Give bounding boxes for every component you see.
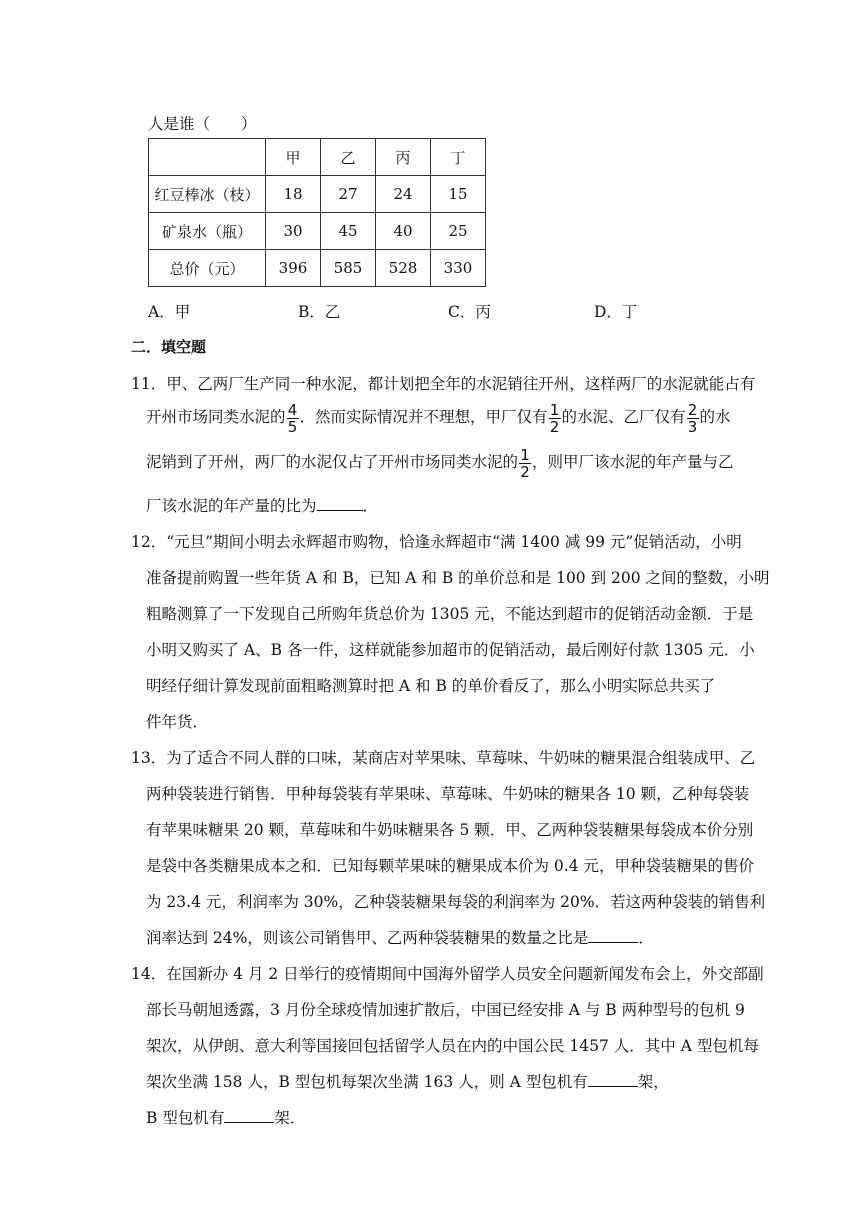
- question-text: 架次，从伊朗、意大利等国接回包括留学人员在内的中国公民 1457 人．其中 A 型包机每: [146, 1037, 759, 1055]
- question-text: 粗略测算了一下发现自己所购年货总价为 1305 元，不能达到超市的促销活动金额．于是: [146, 605, 754, 623]
- answer-blank[interactable]: [224, 1108, 274, 1123]
- question-11-line-3: [146, 442, 734, 482]
- question-text: ，则甲厂该水泥的年产量与乙: [532, 453, 734, 471]
- question-text: 件年货．: [146, 713, 209, 731]
- question-13-last-line: [146, 926, 654, 948]
- fraction-numerator: 4: [287, 400, 298, 419]
- question-text: 部长马朝旭透露，3 月份全球疫情加速扩散后，中国已经安排 A 与 B 两种型号的包机 9: [146, 1001, 745, 1019]
- question-text: 开州市场同类水泥的: [146, 408, 286, 426]
- table-cell: 15: [431, 176, 486, 213]
- answer-blank[interactable]: [588, 1072, 638, 1087]
- question-text: 润率达到 24%，则该公司销售甲、乙两种袋装糖果的数量之比是: [146, 929, 589, 947]
- table-cell: 红豆棒冰（枝）: [149, 176, 266, 213]
- question-12: [131, 530, 742, 552]
- table-cell: 甲: [266, 139, 321, 176]
- fraction-denominator: 2: [549, 417, 560, 436]
- table-cell: 18: [266, 176, 321, 213]
- question-text: 架次坐满 158 人，B 型包机每架次坐满 163 人，则 A 型包机有: [146, 1073, 588, 1091]
- question-11-line-2: [146, 397, 731, 437]
- question-14: [131, 962, 764, 984]
- question-13: [131, 746, 755, 768]
- option-d: D．丁: [594, 303, 638, 321]
- question-10-tail: 人是谁（ ）: [148, 115, 257, 133]
- table-cell: 30: [266, 213, 321, 250]
- fraction-denominator: 3: [687, 417, 698, 436]
- fraction: [549, 402, 561, 435]
- question-number: 11．: [131, 375, 167, 393]
- question-text: 泥销到了开州，两厂的水泥仅占了开州市场同类水泥的: [146, 453, 519, 471]
- table-cell: 25: [431, 213, 486, 250]
- question-text: 的水: [699, 408, 731, 426]
- table-row: [149, 176, 486, 213]
- table-cell: 585: [321, 250, 376, 287]
- question-number: 14．: [131, 965, 167, 983]
- question-text: ．然而实际情况并不理想，甲厂仅有: [299, 408, 548, 426]
- table-cell: 396: [266, 250, 321, 287]
- question-text: 有苹果味糖果 20 颗，草莓味和牛奶味糖果各 5 颗．甲、乙两种袋装糖果每袋成本价分别: [146, 821, 754, 839]
- question-text: 为 23.4 元，利润率为 30%，乙种袋装糖果每袋的利润率为 20%．若这两种袋装的销售利: [146, 893, 766, 911]
- table-cell: 乙: [321, 139, 376, 176]
- question-text: 准备提前购置一些年货 A 和 B，已知 A 和 B 的单价总和是 100 到 200 之间的整数，小明: [146, 569, 770, 587]
- question-11: [131, 372, 755, 394]
- question-text: 厂该水泥的年产量的比为: [146, 497, 317, 515]
- question-text: 甲、乙两厂生产同一种水泥，都计划把全年的水泥销往开州，这样两厂的水泥就能占有: [166, 375, 756, 393]
- question-text: 是袋中各类糖果成本之和．已知每颗苹果味的糖果成本价为 0.4 元，甲种袋装糖果的售价: [146, 857, 755, 875]
- table-cell: 27: [321, 176, 376, 213]
- question-number: 13．: [131, 749, 167, 767]
- table-cell: 丙: [376, 139, 431, 176]
- question-text: “元旦”期间小明去永辉超市购物，恰逢永辉超市“满 1400 减 99 元”促销活动，小明: [166, 533, 742, 551]
- fraction-numerator: 1: [549, 400, 560, 419]
- table-cell: 330: [431, 250, 486, 287]
- fraction-denominator: 5: [287, 417, 298, 436]
- fraction-denominator: 2: [520, 462, 530, 481]
- question-text: 架．: [274, 1109, 306, 1127]
- section-title: 二．填空题: [131, 338, 207, 356]
- question-text: 架，: [637, 1073, 669, 1091]
- question-14-line-4: [146, 1070, 669, 1092]
- fraction-numerator: 2: [687, 400, 698, 419]
- fraction: [687, 402, 699, 435]
- table-cell: 45: [321, 213, 376, 250]
- question-text: 明经仔细计算发现前面粗略测算时把 A 和 B 的单价看反了，那么小明实际总共买了: [146, 677, 716, 695]
- question-14-line-5: [146, 1106, 305, 1128]
- question-number: 12．: [131, 533, 167, 551]
- question-text: ．: [362, 497, 379, 515]
- table-row: [149, 213, 486, 250]
- question-text: 两种袋装进行销售．甲种每袋装有苹果味、草莓味、牛奶味的糖果各 10 颗，乙种每袋装: [146, 785, 750, 803]
- option-b: B．乙: [298, 303, 341, 321]
- table-cell: 40: [376, 213, 431, 250]
- answer-blank[interactable]: [317, 496, 363, 511]
- question-11-line-4: [146, 494, 378, 516]
- option-a: A．甲: [148, 303, 191, 321]
- fraction: [519, 447, 531, 480]
- question-text: 在国新办 4 月 2 日举行的疫情期间中国海外留学人员安全问题新闻发布会上，外交部副: [166, 965, 764, 983]
- question-text: 的水泥、乙厂仅有: [561, 408, 686, 426]
- price-table: [148, 138, 486, 287]
- fraction: [287, 402, 299, 435]
- table-cell: [149, 139, 266, 176]
- fraction-numerator: 1: [520, 445, 530, 464]
- question-text: 小明又购买了 A、B 各一件，这样就能参加超市的促销活动，最后刚好付款 1305 元．小: [146, 641, 755, 659]
- answer-blank[interactable]: [588, 928, 638, 943]
- table-cell: 总价（元）: [149, 250, 266, 287]
- question-text: B 型包机有: [146, 1109, 225, 1127]
- table-cell: 528: [376, 250, 431, 287]
- option-c: C．丙: [448, 303, 491, 321]
- table-cell: 矿泉水（瓶）: [149, 213, 266, 250]
- question-text: 为了适合不同人群的口味，某商店对苹果味、草莓味、牛奶味的糖果混合组装成甲、乙: [166, 749, 756, 767]
- table-cell: 丁: [431, 139, 486, 176]
- table-cell: 24: [376, 176, 431, 213]
- table-header-row: [149, 139, 486, 176]
- question-text: ．: [638, 929, 654, 947]
- table-row: [149, 250, 486, 287]
